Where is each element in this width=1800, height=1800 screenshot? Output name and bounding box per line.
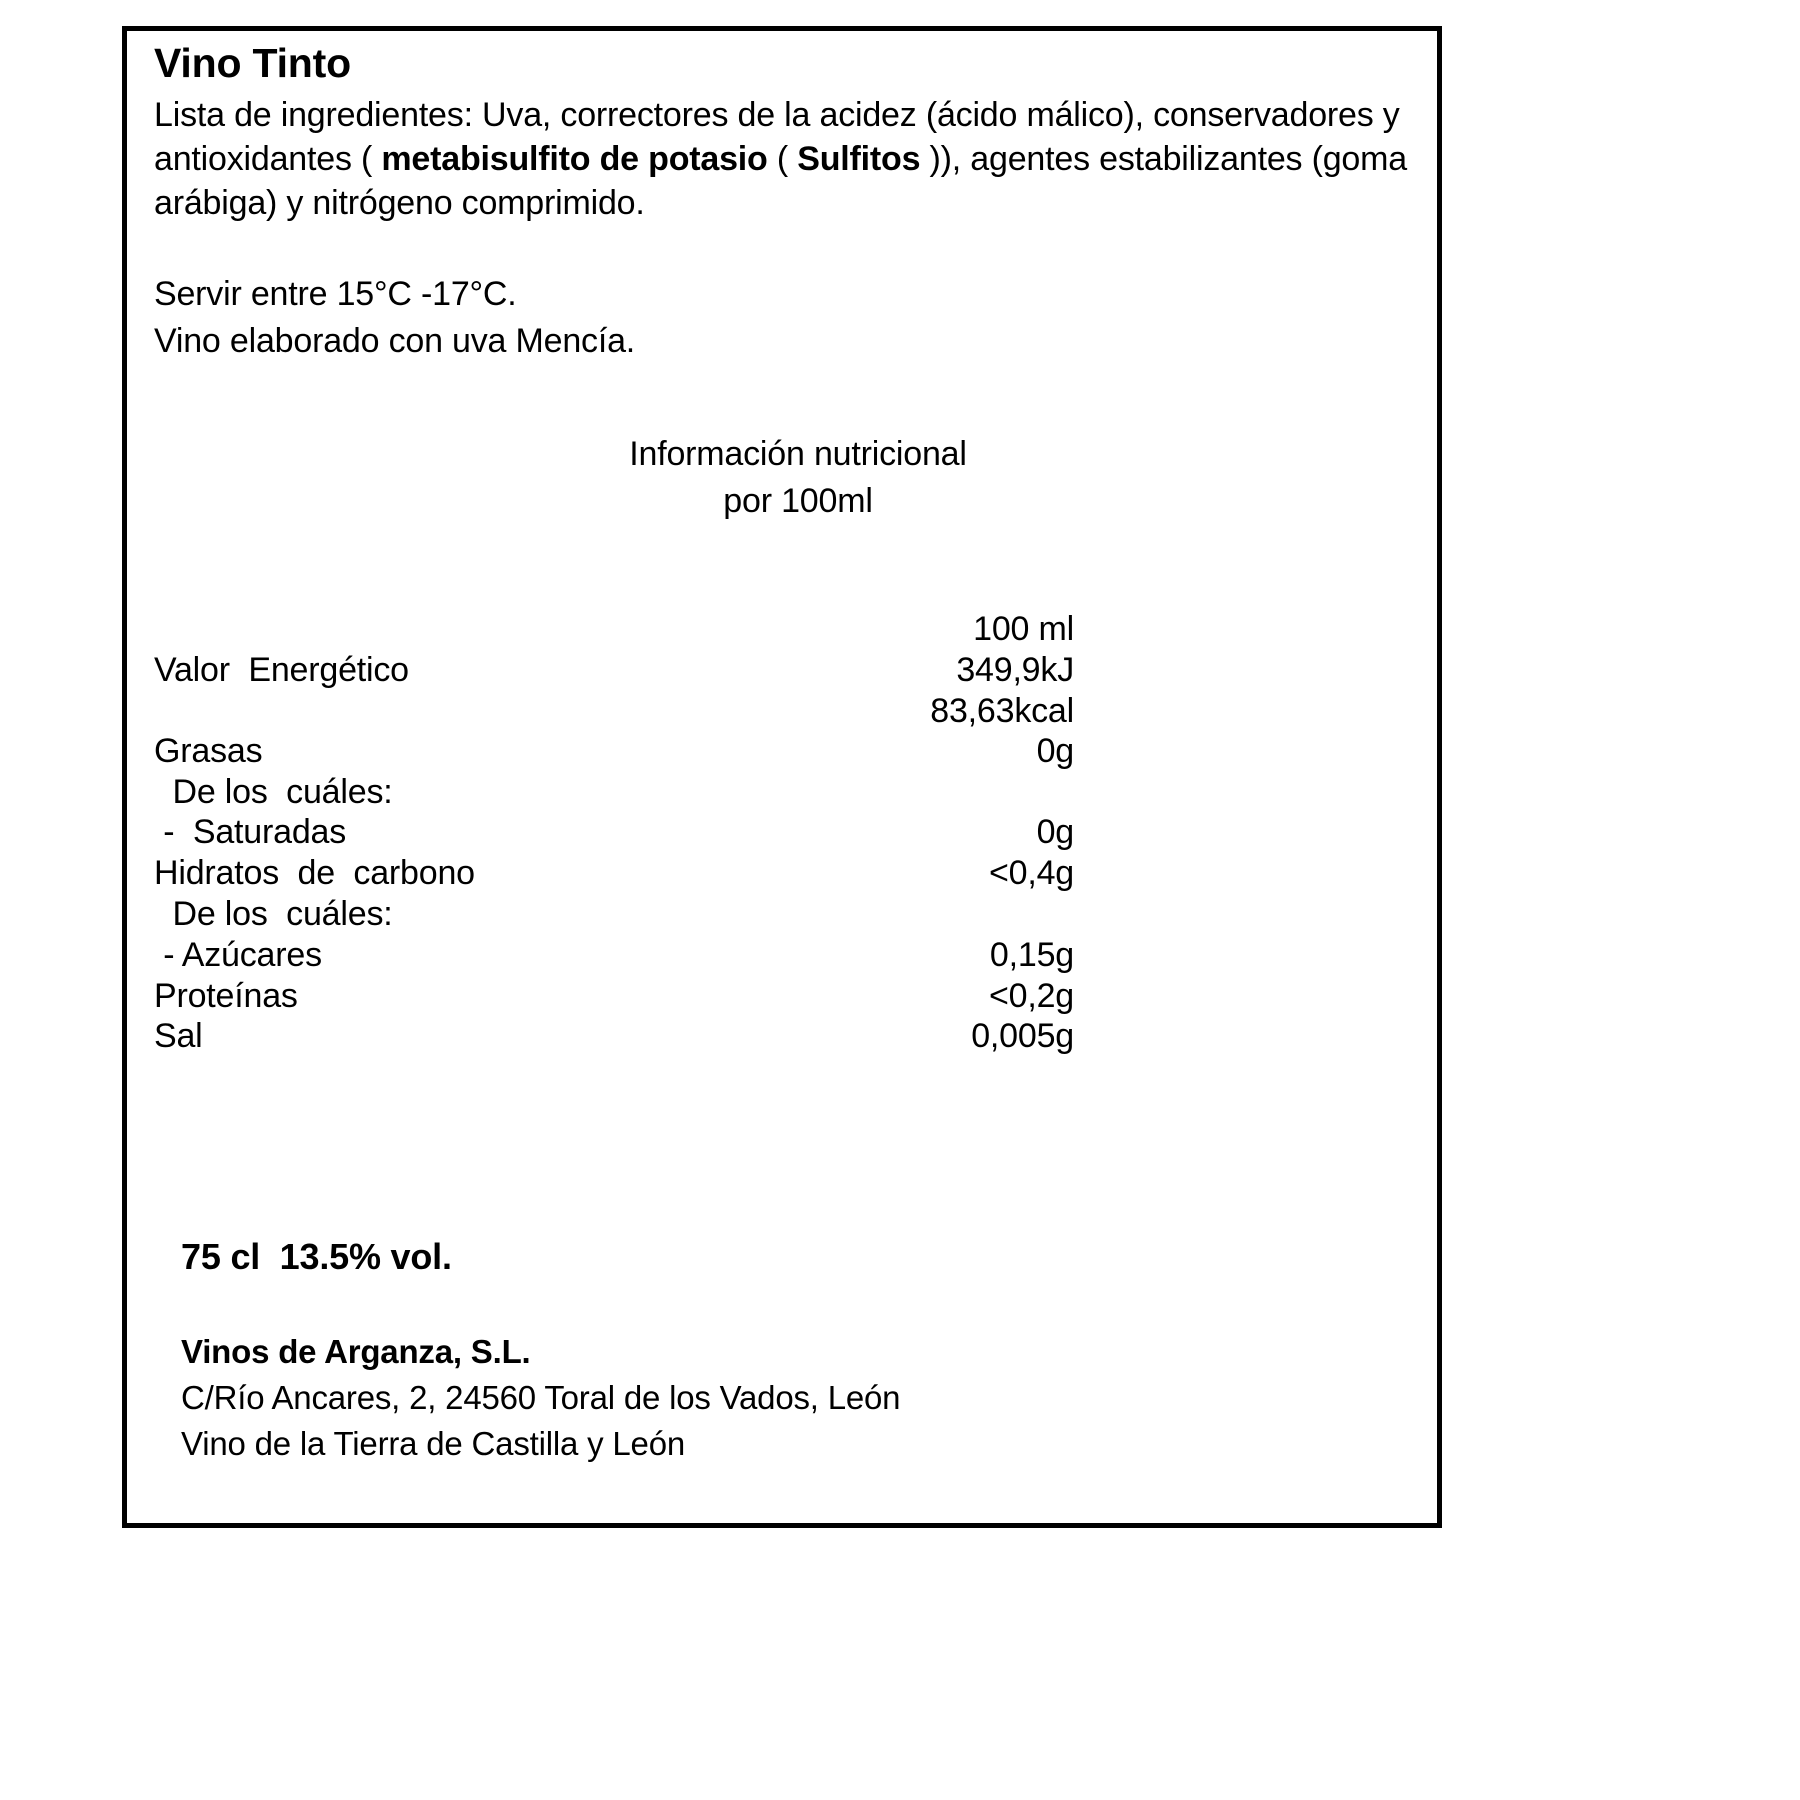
nutrient-name: - Saturadas: [154, 813, 347, 852]
ingredients-list: [154, 93, 1416, 226]
label-content: [154, 40, 1417, 1463]
nutrition-column-header-row: [154, 609, 1114, 650]
ingredients-suffix: )), agentes estabilizantes (goma arábiga) y nitrógeno comprimido.: [154, 140, 1407, 223]
table-row: [154, 731, 1114, 772]
label-border-frame: [122, 26, 1442, 1528]
table-row: [154, 650, 1114, 691]
nutrient-name: Hidratos de carbono: [154, 854, 475, 893]
table-row: [154, 691, 1114, 731]
nutrition-heading-line-1: Información nutricional: [629, 435, 967, 474]
producer-info: [181, 1329, 900, 1468]
product-title: Vino Tinto: [154, 40, 351, 86]
allergen-metabisulfito: metabisulfito de potasio: [381, 140, 768, 179]
serving-instructions: [154, 271, 1417, 365]
nutrient-name: De los cuáles:: [154, 772, 393, 811]
nutrient-name: [154, 691, 768, 731]
table-row: [154, 976, 1114, 1017]
wine-designation: Vino de la Tierra de Castilla y León: [181, 1425, 685, 1463]
nutrient-name: De los cuáles:: [154, 894, 393, 933]
nutrient-value: 83,63kcal: [930, 691, 1074, 730]
nutrient-value: 0g: [1036, 731, 1074, 770]
grape-variety: Vino elaborado con uva Mencía.: [154, 322, 636, 361]
table-row: [154, 894, 1114, 935]
nutrient-value: [768, 894, 1114, 935]
volume-and-alcohol: 75 cl 13.5% vol.: [181, 1236, 452, 1277]
nutrient-name: Grasas: [154, 731, 263, 770]
table-row: [154, 812, 1114, 853]
table-row: [154, 935, 1114, 976]
table-row: [154, 1016, 1114, 1057]
nutrient-value: 0,005g: [971, 1017, 1074, 1056]
nutrient-name: Proteínas: [154, 976, 298, 1015]
nutrition-heading-line-2: por 100ml: [723, 482, 873, 521]
table-row: [154, 853, 1114, 894]
nutrient-value: 349,9kJ: [956, 650, 1074, 689]
allergen-sulfitos: Sulfitos: [797, 140, 921, 179]
nutrient-value: 0,15g: [989, 935, 1074, 974]
ingredients-mid: (: [767, 140, 798, 179]
nutrient-name: Sal: [154, 1017, 203, 1056]
producer-address: C/Río Ancares, 2, 24560 Toral de los Vados, León: [181, 1379, 901, 1417]
serving-temperature: Servir entre 15°C -17°C.: [154, 275, 517, 314]
nutrient-name: Valor Energético: [154, 650, 409, 689]
nutrient-value: 0g: [1036, 813, 1074, 852]
nutrition-column-header: 100 ml: [973, 610, 1074, 649]
nutrient-value: <0,4g: [988, 854, 1074, 893]
producer-name: Vinos de Arganza, S.L.: [181, 1333, 531, 1370]
ingredients-prefix: Lista de ingredientes: Uva, correctores de la acidez (ácido málico), conservadores y antioxidantes (: [154, 95, 1400, 179]
nutrient-value: <0,2g: [988, 976, 1074, 1015]
nutrition-heading: [448, 431, 1148, 525]
nutrient-value: [768, 772, 1114, 813]
nutrition-table: [154, 609, 1114, 1057]
nutrition-table-body: [154, 609, 1114, 1057]
nutrition-header-blank: [154, 609, 768, 650]
nutrient-name: - Azúcares: [154, 935, 322, 974]
table-row: [154, 772, 1114, 813]
